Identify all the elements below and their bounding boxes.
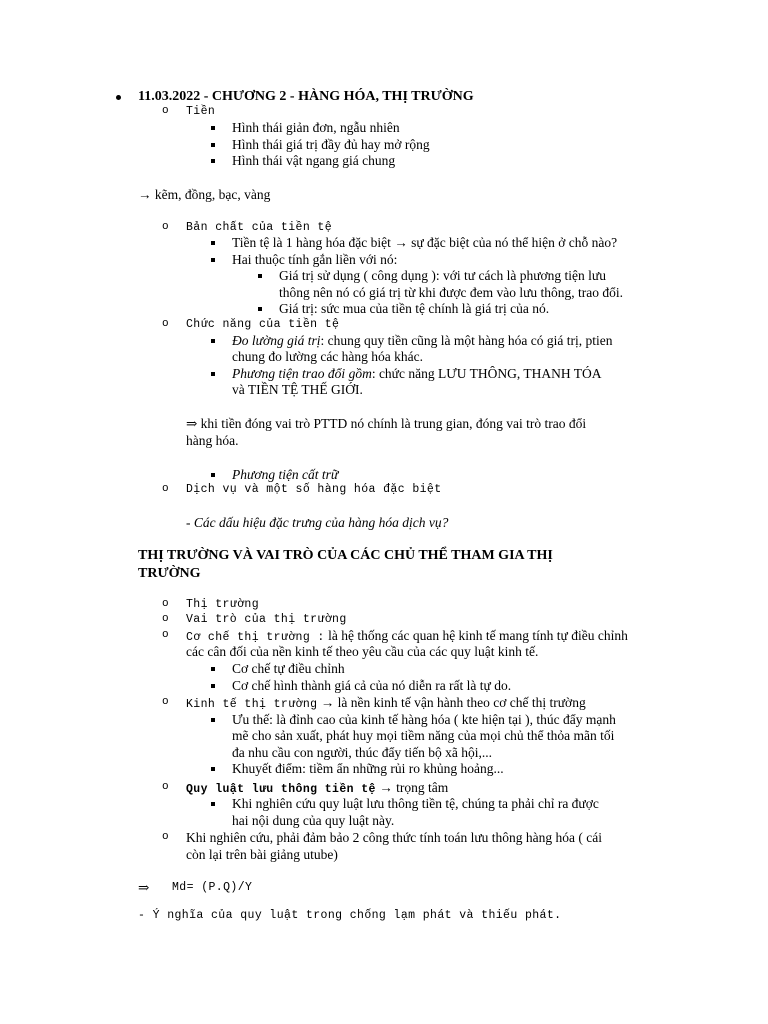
square-bullet bbox=[211, 718, 215, 722]
heading-bullet bbox=[116, 95, 121, 100]
section-title-tien: Tiền bbox=[186, 105, 216, 118]
square-bullet bbox=[211, 802, 215, 806]
list-item: Khuyết điểm: tiềm ẩn những rủi ro khủng hoảng... bbox=[232, 761, 504, 776]
circle-bullet: o bbox=[162, 598, 169, 610]
closing-line: - Ý nghĩa của quy luật trong chống lạm phát và thiếu phát. bbox=[138, 909, 562, 922]
question-line: - Các dấu hiệu đặc trưng của hàng hóa dịch vụ? bbox=[186, 515, 449, 530]
item-text: là hệ thống các quan hệ kinh tế mang tính tự điều chỉnh bbox=[324, 628, 628, 643]
circle-bullet: o bbox=[162, 629, 169, 641]
square-bullet bbox=[211, 667, 215, 671]
list-item: Cơ chế hình thành giá cả của nó diễn ra rất là tự do. bbox=[232, 678, 512, 693]
square-bullet bbox=[211, 473, 215, 477]
square-bullet bbox=[211, 143, 215, 147]
list-item bbox=[232, 365, 601, 382]
square-bullet bbox=[211, 684, 215, 688]
circle-bullet: o bbox=[162, 483, 169, 495]
list-item: Hai thuộc tính gắn liền với nó: bbox=[232, 252, 398, 267]
sub-item-line: thông nên nó có giá trị từ khi được đem vào lưu thông, trao đổi. bbox=[279, 285, 624, 300]
square-bullet bbox=[211, 767, 215, 771]
circle-bullet: o bbox=[162, 221, 169, 233]
list-item: Tiền tệ là 1 hàng hóa đặc biệt → sự đặc biệt của nó thể hiện ở chỗ nào? bbox=[232, 235, 618, 250]
list-item-continuation: chung đo lường các hàng hóa khác. bbox=[232, 349, 424, 364]
italic-term: Phương tiện trao đổi gồm bbox=[232, 366, 372, 381]
note-pttd: ⇒ khi tiền đóng vai trò PTTD nó chính là trung gian, đóng vai trò trao đổi bbox=[186, 416, 587, 431]
item-cong-thuc-continuation: còn lại trên bài giảng utube) bbox=[186, 847, 338, 862]
page-heading: 11.03.2022 - CHƯƠNG 2 - HÀNG HÓA, THỊ TRƯỜNG bbox=[138, 89, 474, 104]
section-heading: THỊ TRƯỜNG VÀ VAI TRÒ CỦA CÁC CHỦ THỂ THAM GIA THỊ bbox=[138, 548, 553, 563]
item-text: → là nền kinh tế vận hành theo cơ chế thị trường bbox=[317, 695, 586, 710]
list-item: Ưu thế: là đỉnh cao của kinh tế hàng hóa ( kte hiện tại ), thúc đẩy mạnh bbox=[232, 712, 616, 727]
square-bullet bbox=[211, 372, 215, 376]
list-item: Hình thái giản đơn, ngẫu nhiên bbox=[232, 120, 400, 135]
circle-bullet: o bbox=[162, 831, 169, 843]
section-heading-continuation: TRƯỜNG bbox=[138, 566, 201, 581]
mono-term: Cơ chế thị trường : bbox=[186, 631, 325, 644]
square-bullet bbox=[211, 241, 215, 245]
note-metals: → kẽm, đồng, bạc, vàng bbox=[138, 187, 271, 202]
list-item: Hình thái vật ngang giá chung bbox=[232, 153, 396, 168]
section-title-dich-vu: Dịch vụ và một số hàng hóa đặc biệt bbox=[186, 483, 442, 496]
formula: Md= (P.Q)/Y bbox=[172, 881, 253, 894]
square-bullet bbox=[211, 258, 215, 262]
circle-bullet: o bbox=[162, 318, 169, 330]
circle-bullet: o bbox=[162, 696, 169, 708]
italic-term: Đo lường giá trị bbox=[232, 333, 321, 348]
mono-term: Quy luật lưu thông tiền tệ bbox=[186, 783, 376, 796]
list-item-continuation: hai nội dung của quy luật này. bbox=[232, 813, 395, 828]
list-item: Phương tiện cất trữ bbox=[232, 467, 339, 482]
item-text: : chung quy tiền cũng là một hàng hóa có giá trị, ptien bbox=[320, 333, 613, 348]
list-item bbox=[232, 332, 613, 349]
list-item-continuation: mẽ cho sản xuất, phát huy mọi tiềm năng của mọi chủ thể thỏa mãn tối bbox=[232, 728, 615, 743]
square-bullet bbox=[211, 126, 215, 130]
item-text: → trọng tâm bbox=[375, 780, 449, 795]
list-item-continuation: và TIỀN TỆ THẾ GIỚI. bbox=[232, 382, 363, 397]
list-item-continuation: đa nhu cầu con người, thúc đẩy tiến bộ xã hội,... bbox=[232, 745, 493, 760]
formula-arrow: ⇒ bbox=[138, 880, 150, 895]
list-item: Khi nghiên cứu quy luật lưu thông tiền tệ, chúng ta phải chỉ ra được bbox=[232, 796, 599, 811]
square-bullet bbox=[211, 339, 215, 343]
item-text: : chức năng LƯU THÔNG, THANH TÓA bbox=[371, 366, 602, 381]
item-cong-thuc: Khi nghiên cứu, phải đảm bảo 2 công thức tính toán lưu thông hàng hóa ( cái bbox=[186, 830, 602, 845]
sub-item-line: Giá trị sử dụng ( công dụng ): với tư cách là phương tiện lưu bbox=[279, 268, 606, 283]
note-pttd-continuation: hàng hóa. bbox=[186, 433, 239, 448]
square-bullet bbox=[211, 159, 215, 163]
item-co-che-continuation: các cân đối của nền kinh tế theo yêu cầu của các quy luật kinh tế. bbox=[186, 644, 539, 659]
section-title-chuc-nang: Chức năng của tiền tệ bbox=[186, 318, 340, 331]
item-vai-tro: Vai trò của thị trường bbox=[186, 613, 347, 626]
item-thi-truong: Thị trường bbox=[186, 598, 260, 611]
circle-bullet: o bbox=[162, 105, 169, 117]
square-bullet bbox=[258, 274, 262, 278]
circle-bullet: o bbox=[162, 613, 169, 625]
list-item: Hình thái giá trị đầy đủ hay mở rộng bbox=[232, 137, 430, 152]
section-title-ban-chat: Bản chất của tiền tệ bbox=[186, 221, 333, 234]
list-item: Cơ chế tự điều chỉnh bbox=[232, 661, 345, 676]
circle-bullet: o bbox=[162, 781, 169, 793]
sub-item-line: Giá trị: sức mua của tiền tệ chính là giá trị của nó. bbox=[279, 301, 550, 316]
mono-term: Kinh tế thị trường bbox=[186, 698, 318, 711]
square-bullet bbox=[258, 307, 262, 311]
